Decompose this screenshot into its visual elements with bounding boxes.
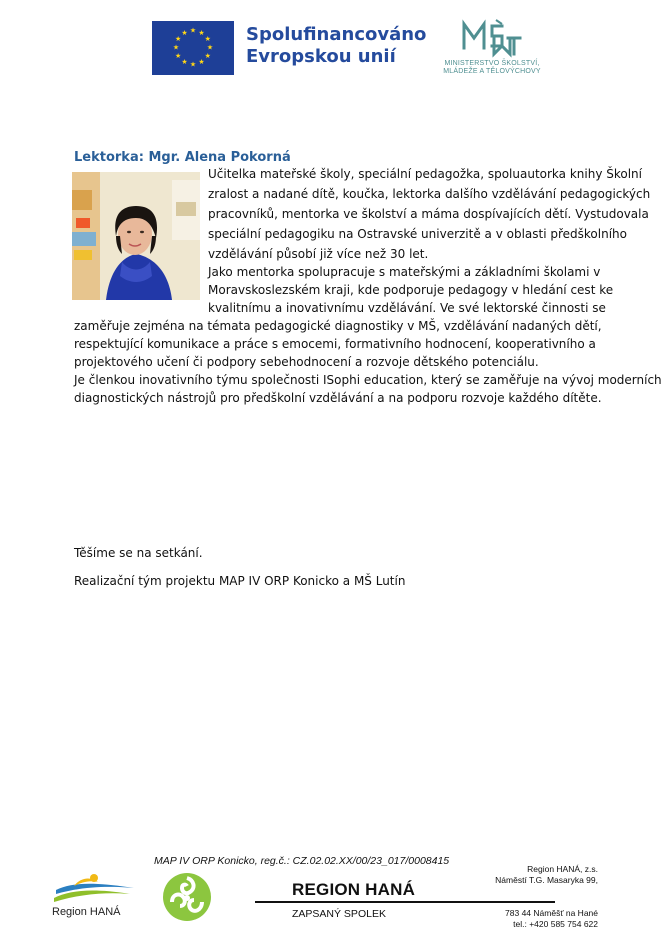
bio-line: vzdělávání působí již více než 30 let. bbox=[208, 247, 429, 261]
bio-line: zralost a nadané dítě, koučka, lektorka dalšího vzdělávání pedagogických bbox=[208, 187, 651, 201]
svg-text:★: ★ bbox=[198, 58, 205, 67]
svg-text:★: ★ bbox=[175, 35, 182, 43]
greeting-text: Těšíme se na setkání. bbox=[74, 546, 203, 560]
svg-text:★: ★ bbox=[204, 35, 211, 43]
bio-line: Učitelka mateřské školy, speciální pedagožka, spoluautorka knihy Školní bbox=[208, 167, 642, 181]
svg-text:★: ★ bbox=[175, 52, 182, 60]
registration-number: MAP IV ORP Konicko, reg.č.: CZ.02.02.XX/00/23_017/0008415 bbox=[154, 855, 450, 867]
address-block-top bbox=[486, 864, 598, 885]
portrait-image bbox=[72, 172, 200, 300]
bio-line: Je členkou inovativního týmu společnosti ISophi education, který se zaměřuje na vývoj moderních bbox=[74, 373, 662, 387]
svg-text:★: ★ bbox=[189, 60, 197, 69]
bio-line: diagnostických nástrojů pro předškolní vzdělávání a na podporu rozvoje každého dítěte. bbox=[74, 391, 602, 405]
svg-text:★: ★ bbox=[189, 26, 197, 35]
eu-title-line1: Spolufinancováno bbox=[246, 24, 427, 45]
eu-stars-icon bbox=[152, 21, 234, 75]
address-line: Region HANÁ, z.s. bbox=[527, 864, 598, 874]
msmt-caption bbox=[432, 60, 552, 76]
svg-text:★: ★ bbox=[181, 28, 188, 37]
svg-text:★: ★ bbox=[198, 28, 205, 37]
map-project-logo bbox=[162, 870, 212, 924]
region-hana-title: REGION HANÁ bbox=[292, 880, 416, 899]
address-line: 783 44 Náměšť na Hané bbox=[505, 908, 598, 918]
svg-text:★: ★ bbox=[181, 58, 188, 67]
bio-line: Moravskoslezském kraji, kde podporuje pedagogy v hledání cest ke bbox=[208, 283, 614, 297]
team-signature: Realizační tým projektu MAP IV ORP Konicko a MŠ Lutín bbox=[74, 574, 406, 588]
msmt-line2: MLÁDEŽE A TĚLOVÝCHOVY bbox=[443, 68, 541, 75]
eu-cofinanced-title bbox=[246, 24, 426, 68]
bio-line: projektového učení či podpory sebehodnocení a rozvoje dětského potenciálu. bbox=[74, 355, 539, 369]
address-line: Náměstí T.G. Masaryka 99, bbox=[495, 874, 598, 885]
address-block-bottom bbox=[486, 908, 598, 929]
region-hana-logo-icon bbox=[50, 872, 140, 906]
bio-line: zaměřuje zejména na témata pedagogické diagnostiky v MŠ, vzdělávání nadaných dětí, bbox=[74, 319, 602, 333]
bio-line: respektující komunikace a práce s emocemi, formativního hodnocení, kooperativního a bbox=[74, 337, 596, 351]
eu-title-line2: Evropskou unií bbox=[246, 46, 396, 67]
msmt-logo-icon bbox=[458, 18, 522, 58]
bio-line: kvalitnímu a inovativnímu vzdělávání. Ve své lektorské činnosti se bbox=[208, 301, 606, 315]
bio-line: pracovníků, mentorka ve školství a máma dospívajících dětí. Vystudovala bbox=[208, 207, 649, 221]
region-divider bbox=[255, 901, 555, 903]
bio-line: Jako mentorka spolupracuje s mateřskými a základními školami v bbox=[208, 265, 601, 279]
phone-line: tel.: +420 585 754 622 bbox=[513, 918, 598, 929]
lecturer-heading: Lektorka: Mgr. Alena Pokorná bbox=[74, 150, 291, 165]
svg-text:★: ★ bbox=[204, 52, 211, 60]
registered-association-label: ZAPSANÝ SPOLEK bbox=[292, 908, 386, 920]
region-hana-logo-label: Region HANÁ bbox=[52, 906, 121, 918]
map-logo-icon bbox=[162, 870, 212, 924]
eu-flag-logo bbox=[152, 21, 234, 75]
msmt-line1: MINISTERSTVO ŠKOLSTVÍ, bbox=[444, 60, 540, 67]
msmt-logo bbox=[458, 18, 522, 58]
svg-text:★: ★ bbox=[172, 43, 180, 52]
lecturer-photo bbox=[72, 172, 200, 300]
bio-line: speciální pedagogiku na Ostravské univerzitě a v oblasti předškolního bbox=[208, 227, 627, 241]
svg-text:★: ★ bbox=[206, 43, 214, 52]
